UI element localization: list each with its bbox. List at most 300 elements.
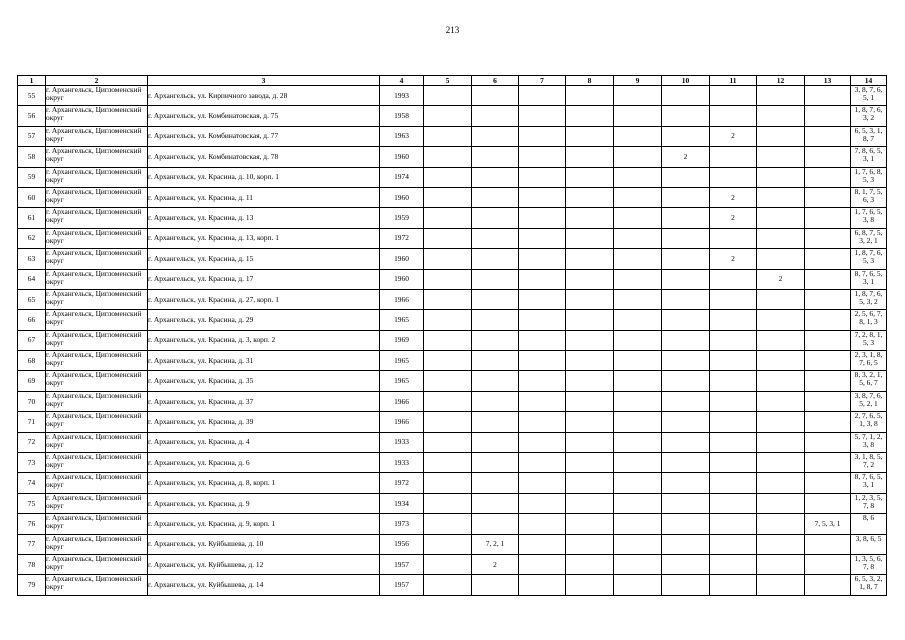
table-row: [18, 554, 887, 574]
table-row: [18, 391, 887, 411]
year-cell: 1960: [380, 269, 424, 289]
column-header: 2: [46, 76, 148, 86]
value-cell: [472, 147, 519, 167]
address-cell: г. Архангельск, ул. Красина, д. 35: [148, 371, 380, 391]
register-table: [17, 75, 887, 596]
table-row: [18, 453, 887, 473]
value-cell: [472, 453, 519, 473]
value-cell: [424, 575, 472, 595]
value-cell: [519, 514, 566, 534]
value-cell: [662, 412, 710, 432]
address-cell: г. Архангельск, ул. Куйбышева, д. 10: [148, 534, 380, 554]
district-cell: г. Архангельск, Цигломенский округ: [46, 453, 148, 473]
sequence-cell: 2, 7, 6, 5, 1, 3, 8: [851, 412, 887, 432]
year-cell: 1959: [380, 208, 424, 228]
value-cell: [519, 351, 566, 371]
value-cell: 7, 5, 3, 1: [805, 514, 851, 534]
row-number: 65: [18, 289, 46, 309]
district-cell: г. Архангельск, Цигломенский округ: [46, 310, 148, 330]
sequence-cell: 1, 7, 6, 8, 5, 3: [851, 167, 887, 187]
table-row: [18, 147, 887, 167]
value-cell: [519, 371, 566, 391]
district-cell: г. Архангельск, Цигломенский округ: [46, 432, 148, 452]
district-cell: г. Архангельск, Цигломенский округ: [46, 514, 148, 534]
value-cell: [472, 514, 519, 534]
row-number: 64: [18, 269, 46, 289]
address-cell: г. Архангельск, ул. Красина, д. 6: [148, 453, 380, 473]
value-cell: [566, 493, 614, 513]
value-cell: [566, 269, 614, 289]
column-header: 12: [757, 76, 805, 86]
row-number: 73: [18, 453, 46, 473]
value-cell: [710, 106, 757, 126]
column-header: 14: [851, 76, 887, 86]
address-cell: г. Архангельск, ул. Красина, д. 10, корп. 1: [148, 167, 380, 187]
sequence-cell: 1, 3, 5, 6, 7, 8: [851, 554, 887, 574]
sequence-cell: 8, 7, 6, 5, 3, 1: [851, 269, 887, 289]
table-row: [18, 187, 887, 207]
value-cell: [472, 126, 519, 146]
value-cell: [662, 86, 710, 106]
year-cell: 1965: [380, 371, 424, 391]
sequence-cell: 1, 8, 7, 6, 5, 3: [851, 249, 887, 269]
value-cell: [614, 432, 662, 452]
value-cell: [757, 208, 805, 228]
value-cell: [424, 351, 472, 371]
value-cell: [805, 330, 851, 350]
value-cell: [805, 249, 851, 269]
address-cell: г. Архангельск, ул. Красина, д. 13: [148, 208, 380, 228]
value-cell: [757, 371, 805, 391]
district-cell: г. Архангельск, Цигломенский округ: [46, 249, 148, 269]
address-cell: г. Архангельск, ул. Красина, д. 37: [148, 391, 380, 411]
address-cell: г. Архангельск, ул. Комбинатовская, д. 78: [148, 147, 380, 167]
value-cell: [662, 249, 710, 269]
value-cell: [566, 391, 614, 411]
address-cell: г. Архангельск, ул. Куйбышева, д. 12: [148, 554, 380, 574]
value-cell: [662, 310, 710, 330]
value-cell: 2: [662, 147, 710, 167]
value-cell: [424, 534, 472, 554]
column-header: 4: [380, 76, 424, 86]
value-cell: [614, 208, 662, 228]
value-cell: [662, 473, 710, 493]
district-cell: г. Архангельск, Цигломенский округ: [46, 371, 148, 391]
value-cell: [614, 371, 662, 391]
row-number: 68: [18, 351, 46, 371]
value-cell: [519, 534, 566, 554]
year-cell: 1956: [380, 534, 424, 554]
value-cell: [757, 249, 805, 269]
address-cell: г. Архангельск, ул. Красина, д. 9, корп. 1: [148, 514, 380, 534]
address-cell: г. Архангельск, ул. Красина, д. 39: [148, 412, 380, 432]
value-cell: 2: [710, 208, 757, 228]
column-header: 7: [519, 76, 566, 86]
value-cell: [805, 554, 851, 574]
value-cell: [662, 187, 710, 207]
sequence-cell: 5, 7, 1, 2, 3, 8: [851, 432, 887, 452]
value-cell: [519, 147, 566, 167]
value-cell: [519, 432, 566, 452]
sequence-cell: 3, 8, 7, 6, 5, 2, 1: [851, 391, 887, 411]
value-cell: [662, 493, 710, 513]
value-cell: [614, 289, 662, 309]
value-cell: [757, 351, 805, 371]
value-cell: [805, 351, 851, 371]
row-number: 69: [18, 371, 46, 391]
row-number: 67: [18, 330, 46, 350]
sequence-cell: 1, 8, 7, 6, 5, 3, 2: [851, 289, 887, 309]
value-cell: [805, 534, 851, 554]
value-cell: [424, 432, 472, 452]
value-cell: [614, 412, 662, 432]
sequence-cell: 8, 1, 7, 5, 6, 3: [851, 187, 887, 207]
address-cell: г. Архангельск, ул. Красина, д. 15: [148, 249, 380, 269]
value-cell: [710, 412, 757, 432]
value-cell: [566, 106, 614, 126]
table-row: [18, 106, 887, 126]
year-cell: 1965: [380, 351, 424, 371]
value-cell: 7, 2, 1: [472, 534, 519, 554]
value-cell: [805, 493, 851, 513]
row-number: 78: [18, 554, 46, 574]
value-cell: [472, 371, 519, 391]
address-cell: г. Архангельск, ул. Красина, д. 8, корп. 1: [148, 473, 380, 493]
year-cell: 1966: [380, 289, 424, 309]
value-cell: [662, 432, 710, 452]
address-cell: г. Архангельск, ул. Красина, д. 9: [148, 493, 380, 513]
value-cell: [472, 391, 519, 411]
value-cell: [519, 330, 566, 350]
value-cell: [424, 330, 472, 350]
table-row: [18, 412, 887, 432]
value-cell: [614, 514, 662, 534]
value-cell: [710, 453, 757, 473]
value-cell: [805, 106, 851, 126]
value-cell: [757, 289, 805, 309]
column-header: 11: [710, 76, 757, 86]
value-cell: [710, 269, 757, 289]
sequence-cell: 2, 5, 6, 7, 8, 1, 3: [851, 310, 887, 330]
value-cell: [472, 351, 519, 371]
value-cell: [519, 228, 566, 248]
year-cell: 1963: [380, 126, 424, 146]
value-cell: [472, 208, 519, 228]
table-body: [18, 86, 887, 596]
district-cell: г. Архангельск, Цигломенский округ: [46, 391, 148, 411]
sequence-cell: 7, 8, 6, 5, 3, 1: [851, 147, 887, 167]
table-row: [18, 208, 887, 228]
value-cell: [424, 453, 472, 473]
value-cell: [757, 391, 805, 411]
value-cell: [805, 228, 851, 248]
value-cell: [424, 554, 472, 574]
value-cell: [710, 391, 757, 411]
year-cell: 1966: [380, 412, 424, 432]
value-cell: [710, 351, 757, 371]
district-cell: г. Архангельск, Цигломенский округ: [46, 575, 148, 595]
column-header: 10: [662, 76, 710, 86]
column-header: 3: [148, 76, 380, 86]
value-cell: [614, 228, 662, 248]
district-cell: г. Архангельск, Цигломенский округ: [46, 473, 148, 493]
column-header: 13: [805, 76, 851, 86]
value-cell: [566, 249, 614, 269]
sequence-cell: 8, 6: [851, 514, 887, 534]
value-cell: [757, 310, 805, 330]
value-cell: [614, 351, 662, 371]
value-cell: [614, 453, 662, 473]
row-number: 71: [18, 412, 46, 432]
value-cell: [519, 554, 566, 574]
value-cell: [662, 575, 710, 595]
value-cell: [805, 473, 851, 493]
value-cell: [662, 351, 710, 371]
value-cell: [757, 514, 805, 534]
page-number: 213: [445, 25, 460, 35]
district-cell: г. Архангельск, Цигломенский округ: [46, 187, 148, 207]
value-cell: [710, 86, 757, 106]
value-cell: [519, 493, 566, 513]
value-cell: [614, 310, 662, 330]
value-cell: [757, 147, 805, 167]
year-cell: 1934: [380, 493, 424, 513]
row-number: 74: [18, 473, 46, 493]
value-cell: [805, 371, 851, 391]
value-cell: [710, 432, 757, 452]
value-cell: [566, 86, 614, 106]
year-cell: 1960: [380, 249, 424, 269]
value-cell: [757, 534, 805, 554]
value-cell: [472, 473, 519, 493]
value-cell: [424, 86, 472, 106]
value-cell: [519, 310, 566, 330]
value-cell: [710, 167, 757, 187]
value-cell: [757, 575, 805, 595]
sequence-cell: 3, 8, 6, 5: [851, 534, 887, 554]
value-cell: [614, 167, 662, 187]
district-cell: г. Архангельск, Цигломенский округ: [46, 412, 148, 432]
value-cell: [757, 228, 805, 248]
district-cell: г. Архангельск, Цигломенский округ: [46, 106, 148, 126]
table-row: [18, 534, 887, 554]
value-cell: [757, 432, 805, 452]
value-cell: [710, 493, 757, 513]
value-cell: [757, 106, 805, 126]
year-cell: 1958: [380, 106, 424, 126]
value-cell: [566, 289, 614, 309]
district-cell: г. Архангельск, Цигломенский округ: [46, 351, 148, 371]
value-cell: [472, 86, 519, 106]
value-cell: [614, 575, 662, 595]
value-cell: [566, 147, 614, 167]
value-cell: [424, 228, 472, 248]
value-cell: [472, 269, 519, 289]
value-cell: [757, 330, 805, 350]
value-cell: [805, 187, 851, 207]
value-cell: [424, 167, 472, 187]
value-cell: [424, 269, 472, 289]
value-cell: [424, 310, 472, 330]
value-cell: [472, 228, 519, 248]
value-cell: [472, 432, 519, 452]
sequence-cell: 1, 2, 3, 5, 7, 8: [851, 493, 887, 513]
row-number: 72: [18, 432, 46, 452]
value-cell: 2: [472, 554, 519, 574]
row-number: 61: [18, 208, 46, 228]
address-cell: г. Архангельск, ул. Красина, д. 17: [148, 269, 380, 289]
value-cell: [566, 554, 614, 574]
value-cell: [662, 228, 710, 248]
value-cell: [424, 493, 472, 513]
value-cell: [805, 575, 851, 595]
sequence-cell: 2, 3, 1, 8, 7, 6, 5: [851, 351, 887, 371]
sequence-cell: 3, 1, 8, 5, 7, 2: [851, 453, 887, 473]
table-row: [18, 310, 887, 330]
value-cell: [614, 534, 662, 554]
value-cell: [614, 106, 662, 126]
address-cell: г. Архангельск, ул. Красина, д. 29: [148, 310, 380, 330]
value-cell: [424, 249, 472, 269]
value-cell: [424, 371, 472, 391]
value-cell: [662, 453, 710, 473]
district-cell: г. Архангельск, Цигломенский округ: [46, 330, 148, 350]
value-cell: 2: [710, 249, 757, 269]
value-cell: [566, 351, 614, 371]
value-cell: [519, 208, 566, 228]
value-cell: [662, 514, 710, 534]
value-cell: [662, 534, 710, 554]
year-cell: 1974: [380, 167, 424, 187]
value-cell: [424, 208, 472, 228]
row-number: 63: [18, 249, 46, 269]
sequence-cell: 6, 8, 7, 5, 3, 2, 1: [851, 228, 887, 248]
value-cell: [710, 554, 757, 574]
value-cell: [566, 126, 614, 146]
table-row: [18, 575, 887, 595]
table-row: [18, 167, 887, 187]
year-cell: 1957: [380, 575, 424, 595]
value-cell: [566, 575, 614, 595]
value-cell: [614, 269, 662, 289]
value-cell: [805, 208, 851, 228]
value-cell: [805, 432, 851, 452]
address-cell: г. Архангельск, ул. Куйбышева, д. 14: [148, 575, 380, 595]
table-row: [18, 228, 887, 248]
district-cell: г. Архангельск, Цигломенский округ: [46, 534, 148, 554]
value-cell: [805, 289, 851, 309]
value-cell: [472, 249, 519, 269]
value-cell: [805, 412, 851, 432]
value-cell: [566, 371, 614, 391]
value-cell: [710, 371, 757, 391]
sequence-cell: 7, 2, 8, 1, 5, 3: [851, 330, 887, 350]
district-cell: г. Архангельск, Цигломенский округ: [46, 86, 148, 106]
row-number: 57: [18, 126, 46, 146]
value-cell: [805, 391, 851, 411]
table-row: [18, 126, 887, 146]
value-cell: [424, 126, 472, 146]
sequence-cell: 6, 5, 3, 2, 1, 8, 7: [851, 575, 887, 595]
value-cell: [757, 412, 805, 432]
district-cell: г. Архангельск, Цигломенский округ: [46, 208, 148, 228]
sequence-cell: 3, 8, 7, 6, 5, 1: [851, 86, 887, 106]
value-cell: [519, 106, 566, 126]
value-cell: [424, 106, 472, 126]
district-cell: г. Архангельск, Цигломенский округ: [46, 269, 148, 289]
table-row: [18, 473, 887, 493]
value-cell: [710, 147, 757, 167]
value-cell: [662, 371, 710, 391]
value-cell: [519, 86, 566, 106]
year-cell: 1957: [380, 554, 424, 574]
value-cell: [472, 330, 519, 350]
row-number: 66: [18, 310, 46, 330]
value-cell: [662, 269, 710, 289]
table-row: [18, 493, 887, 513]
value-cell: [472, 167, 519, 187]
value-cell: [566, 412, 614, 432]
year-cell: 1933: [380, 432, 424, 452]
value-cell: [472, 310, 519, 330]
value-cell: [424, 391, 472, 411]
table-row: [18, 351, 887, 371]
address-cell: г. Архангельск, ул. Красина, д. 31: [148, 351, 380, 371]
column-header: 8: [566, 76, 614, 86]
value-cell: [757, 187, 805, 207]
value-cell: [614, 330, 662, 350]
row-number: 60: [18, 187, 46, 207]
sequence-cell: 1, 8, 7, 6, 3, 2: [851, 106, 887, 126]
value-cell: [519, 269, 566, 289]
sequence-cell: 8, 7, 6, 5, 3, 1: [851, 473, 887, 493]
value-cell: [424, 514, 472, 534]
year-cell: 1965: [380, 310, 424, 330]
value-cell: [805, 269, 851, 289]
address-cell: г. Архангельск, ул. Красина, д. 4: [148, 432, 380, 452]
value-cell: [805, 453, 851, 473]
value-cell: [614, 147, 662, 167]
year-cell: 1966: [380, 391, 424, 411]
value-cell: [805, 147, 851, 167]
year-cell: 1972: [380, 473, 424, 493]
value-cell: [566, 228, 614, 248]
value-cell: [662, 554, 710, 574]
value-cell: [519, 126, 566, 146]
year-cell: 1960: [380, 147, 424, 167]
value-cell: [519, 187, 566, 207]
district-cell: г. Архангельск, Цигломенский округ: [46, 147, 148, 167]
table-row: [18, 269, 887, 289]
sequence-cell: 6, 5, 3, 1, 8, 7: [851, 126, 887, 146]
column-header: 6: [472, 76, 519, 86]
value-cell: [566, 453, 614, 473]
value-cell: [566, 534, 614, 554]
value-cell: [519, 249, 566, 269]
district-cell: г. Архангельск, Цигломенский округ: [46, 493, 148, 513]
value-cell: [662, 167, 710, 187]
value-cell: 2: [710, 126, 757, 146]
value-cell: [710, 473, 757, 493]
address-cell: г. Архангельск, ул. Комбинатовская, д. 75: [148, 106, 380, 126]
value-cell: [614, 473, 662, 493]
address-cell: г. Архангельск, ул. Комбинатовская, д. 77: [148, 126, 380, 146]
value-cell: [662, 391, 710, 411]
row-number: 58: [18, 147, 46, 167]
district-cell: г. Архангельск, Цигломенский округ: [46, 554, 148, 574]
row-number: 77: [18, 534, 46, 554]
value-cell: [710, 575, 757, 595]
